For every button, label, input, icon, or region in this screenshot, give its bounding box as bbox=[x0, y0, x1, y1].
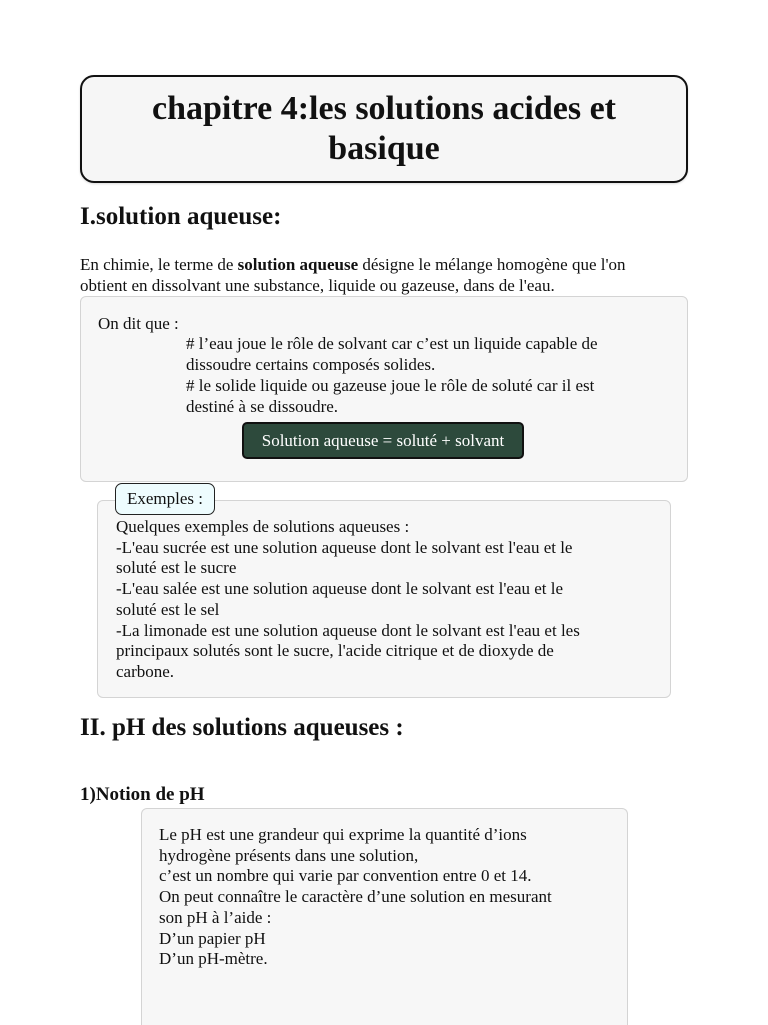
intro-line-1 bbox=[80, 254, 700, 275]
ph-line: Le pH est une grandeur qui exprime la quantité d’ions bbox=[159, 825, 527, 844]
definition-lead: On dit que : bbox=[98, 314, 179, 333]
ph-line: D’un pH-mètre. bbox=[159, 949, 268, 969]
formula-badge: Solution aqueuse = soluté + solvant bbox=[242, 422, 524, 459]
ph-subheading: 1)Notion de pH bbox=[80, 784, 205, 805]
intro-paragraph bbox=[80, 254, 700, 296]
intro-bold-term: solution aqueuse bbox=[237, 255, 359, 274]
examples-text bbox=[116, 517, 636, 683]
ph-line: c’est un nombre qui varie par convention entre 0 et 14. bbox=[159, 866, 532, 886]
intro-text-before: En chimie, le terme de bbox=[80, 255, 238, 274]
definition-box bbox=[80, 296, 688, 482]
examples-line: soluté est le sucre bbox=[116, 558, 237, 578]
examples-line: soluté est le sel bbox=[116, 599, 220, 619]
examples-line: -L'eau sucrée est une solution aqueuse dont le solvant est l'eau et le bbox=[116, 537, 573, 557]
definition-line: # le solide liquide ou gazeuse joue le rôle de soluté car il est bbox=[186, 376, 595, 395]
examples-line: carbone. bbox=[116, 661, 175, 681]
definition-line: destiné à se dissoudre. bbox=[186, 397, 339, 416]
examples-tag: Exemples : bbox=[115, 483, 215, 515]
ph-line: D’un papier pH bbox=[159, 928, 266, 948]
examples-line: -L'eau salée est une solution aqueuse dont le solvant est l'eau et le bbox=[116, 579, 564, 599]
definition-line: # l’eau joue le rôle de solvant car c’est un liquide capable de bbox=[186, 334, 598, 353]
examples-line: -La limonade est une solution aqueuse dont le solvant est l'eau et les bbox=[116, 620, 580, 640]
definition-items bbox=[186, 333, 656, 417]
intro-line-2: obtient en dissolvant une substance, liquide ou gazeuse, dans de l'eau. bbox=[80, 276, 555, 295]
section1-heading: I.solution aqueuse: bbox=[80, 203, 282, 230]
examples-line: principaux solutés sont le sucre, l'acide citrique et de dioxyde de bbox=[116, 641, 554, 661]
intro-text-after: désigne le mélange homogène que l'on bbox=[358, 255, 626, 274]
section2-heading: II. pH des solutions aqueuses : bbox=[80, 714, 404, 741]
ph-definition-text bbox=[159, 825, 609, 970]
examples-box bbox=[97, 500, 671, 698]
ph-line: On peut connaître le caractère d’une solution en mesurant bbox=[159, 887, 552, 907]
definition-line: dissoudre certains composés solides. bbox=[186, 355, 436, 374]
chapter-title-box bbox=[80, 75, 688, 183]
examples-line: Quelques exemples de solutions aqueuses : bbox=[116, 517, 410, 536]
ph-line: son pH à l’aide : bbox=[159, 907, 272, 927]
chapter-title: chapitre 4:les solutions acides et basique bbox=[151, 90, 616, 167]
ph-line: hydrogène présents dans une solution, bbox=[159, 845, 419, 865]
ph-definition-box bbox=[141, 808, 628, 1025]
